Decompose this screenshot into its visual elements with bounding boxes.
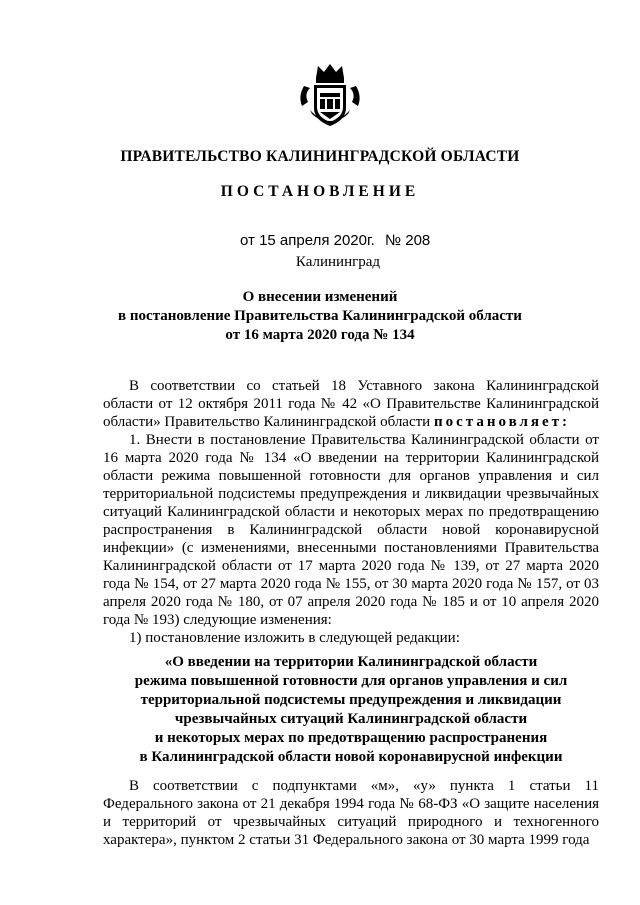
item-1-paragraph: 1. Внести в постановление Правительства Калининградской области от 16 марта 2020 года № 134 «О введении на территории Калининградской области режима повышенной готовности для органов управления и сил территориальной подсистемы предупреждения и ликвидации чрезвычайных ситуаций Калининградской области и некоторых мерах по предотвращению распространения в Калининградской области новой коронавирусной инфекции» (с изменениями, внесенными постановлениями Правительства Калининградской области от 17 марта 2020 года № 139, от 27 марта 2020 года № 154, от 27 марта 2020 года № 155, от 30 марта 2020 года № 157, от 03 апреля 2020 года № 180, от 07 апреля 2020 года № 185 и от 10 апреля 2020 года № 193) следующие изменения: — [103, 432, 599, 628]
date-prefix: от — [240, 232, 255, 249]
restated-title-line: «О введении на территории Калининградской области — [164, 654, 538, 670]
document-date: 15 апреля 2020г. — [259, 232, 375, 249]
body-text-continued — [103, 777, 599, 849]
body-text — [103, 377, 599, 647]
city-name: Калининград — [295, 254, 381, 270]
subject-line: от 16 марта 2020 года № 134 — [225, 327, 415, 343]
restated-title-line: в Калининградской области новой коронавирусной инфекции — [139, 749, 563, 765]
subject-line: О внесении изменений — [242, 289, 398, 305]
document-type: ПОСТАНОВЛЕНИЕ — [220, 183, 420, 200]
restated-title-line: и некоторых мерах по предотвращению распространения — [154, 730, 548, 746]
document-number: 208 — [405, 232, 431, 249]
restated-title — [103, 653, 599, 767]
coat-of-arms-emblem — [296, 62, 364, 132]
document-subject — [0, 288, 640, 345]
decree-word: постановляет: — [433, 414, 571, 430]
date-number-line — [240, 232, 430, 249]
subject-line: в постановление Правительства Калининградской области — [118, 308, 522, 324]
organization-title: ПРАВИТЕЛЬСТВО КАЛИНИНГРАДСКОЙ ОБЛАСТИ — [120, 148, 520, 165]
item-1-subitem: 1) постановление изложить в следующей редакции: — [129, 630, 460, 646]
restated-title-line: чрезвычайных ситуаций Калининградской области — [174, 711, 528, 727]
restated-title-line: режима повышенной готовности для органов управления и сил — [134, 673, 568, 689]
preamble-text: В соответствии со статьей 18 Уставного закона Калининградской области от 12 октября 2011 года № 42 «О Правительстве Калининградской области» Правительство Калининградской области — [103, 378, 599, 430]
preamble-paragraph — [103, 377, 599, 431]
number-sign: № — [384, 232, 402, 249]
legal-basis-paragraph: В соответствии с подпунктами «м», «у» пункта 1 статьи 11 Федерального закона от 21 декабря 1994 года № 68-ФЗ «О защите населения и территорий от чрезвычайных ситуаций природного и техногенного характера», пунктом 2 статьи 31 Федерального закона от 30 марта 1999 года — [103, 778, 599, 848]
restated-title-line: территориальной подсистемы предупреждения и ликвидации — [140, 692, 562, 708]
